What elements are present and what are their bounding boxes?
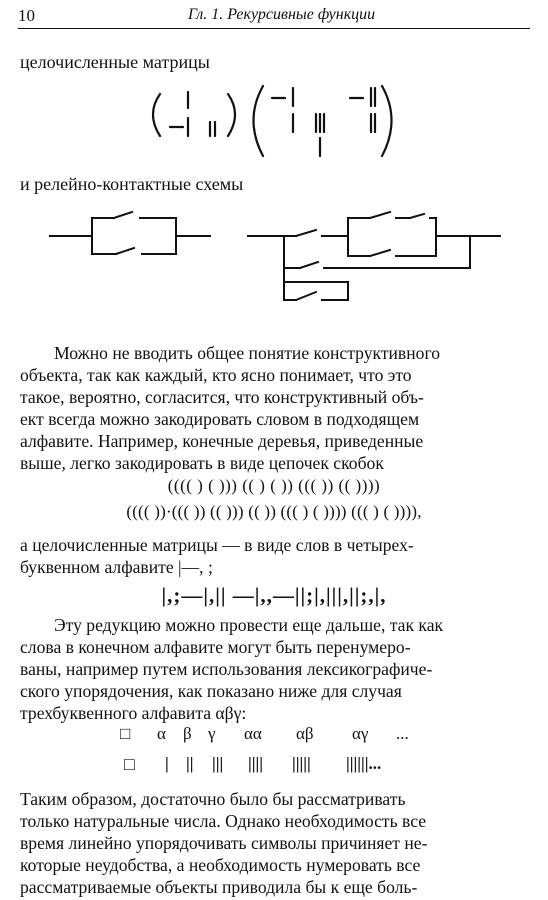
para1-line: ект всегда можно закодировать словом в подходящем: [20, 409, 420, 429]
enum-letter: γ: [208, 724, 216, 743]
brackets-encoding-line-2: (((( ))·((( )) (( ))) (( )) ((( ) ( )))) ((( ) ( )))),: [126, 502, 422, 521]
para4-line: Таким образом, достаточно было бы рассматривать: [20, 789, 406, 809]
relay-contact-circuits-figure: [0, 202, 548, 312]
brackets-encoding-line-1: (((( ) ( ))) (( ) ( )) ((( )) (( )))): [167, 476, 381, 495]
para1-line: выше, легко закодировать в виде цепочек скобок: [20, 453, 384, 473]
enum-letter: αβ: [296, 724, 314, 743]
enum-letter: β: [183, 724, 192, 743]
para4-line: рассматриваемые объекты приводила бы к еще боль-: [20, 877, 418, 897]
para1-line: такое, вероятно, согласится, что конструктивный объ-: [20, 387, 424, 407]
enum-number: |||||: [292, 754, 311, 773]
enum-number: ||: [186, 754, 194, 773]
para3-line: слова в конечном алфавите могут быть перенумеро-: [20, 637, 411, 657]
enum-letter: α: [157, 724, 166, 743]
paragraph-constructive-object: [20, 342, 530, 474]
paragraph-matrix-alphabet: [20, 534, 530, 578]
para3-line: Эту редукцию можно провести еще дальше, так как: [54, 615, 444, 635]
enum-number: |||: [212, 754, 224, 773]
para1-line: Можно не вводить общее понятие конструктивного: [54, 343, 441, 363]
empty-word-symbol: □: [124, 754, 135, 774]
paragraph-enumeration: [20, 614, 530, 724]
para3-line: трехбуквенного алфавита αβγ:: [20, 703, 247, 723]
enum-number: ||||||...: [346, 754, 382, 773]
enum-number: ||||: [248, 754, 263, 773]
paragraph-natural-numbers: [20, 788, 530, 898]
empty-word-symbol: □: [120, 724, 131, 743]
running-title: Гл. 1. Рекурсивные функции: [188, 6, 376, 23]
para1-line: объекта, так как каждый, кто ясно понимает, что это: [20, 365, 412, 385]
para2-line: буквенном алфавите |—, ;: [20, 557, 213, 577]
intro-circuits-text: и релейно-контактные схемы: [20, 174, 244, 194]
enum-letter: αγ: [352, 724, 369, 743]
para3-line: ваны, например путем использования лексикографиче-: [20, 659, 433, 679]
enumeration-row-numbers: [0, 754, 548, 780]
para4-line: которые неудобства, а необходимость нумеровать все: [20, 855, 421, 875]
intro-matrices-text: целочисленные матрицы: [20, 52, 210, 72]
para3-line: ского упорядочения, как показано ниже для случая: [20, 681, 402, 701]
matrix-word-encoding: |,;—|,|| —|,,—||;|,|||,||;,|,: [161, 583, 387, 607]
para1-line: алфавите. Например, конечные деревья, приведенные: [20, 431, 424, 451]
para2-line: а целочисленные матрицы — в виде слов в четырех-: [20, 535, 414, 555]
enum-ellipsis: ...: [396, 724, 409, 743]
enum-letter: αα: [244, 724, 262, 743]
enum-number: |: [165, 754, 169, 773]
page-header: [18, 6, 530, 29]
enumeration-row-letters: [0, 724, 548, 750]
para4-line: только натуральные числа. Однако необходимость все: [20, 811, 427, 831]
page-number: 10: [18, 6, 35, 25]
para4-line: время линейно упорядочивать символы причиняет не-: [20, 833, 428, 853]
integer-matrices-figure: [0, 80, 548, 180]
